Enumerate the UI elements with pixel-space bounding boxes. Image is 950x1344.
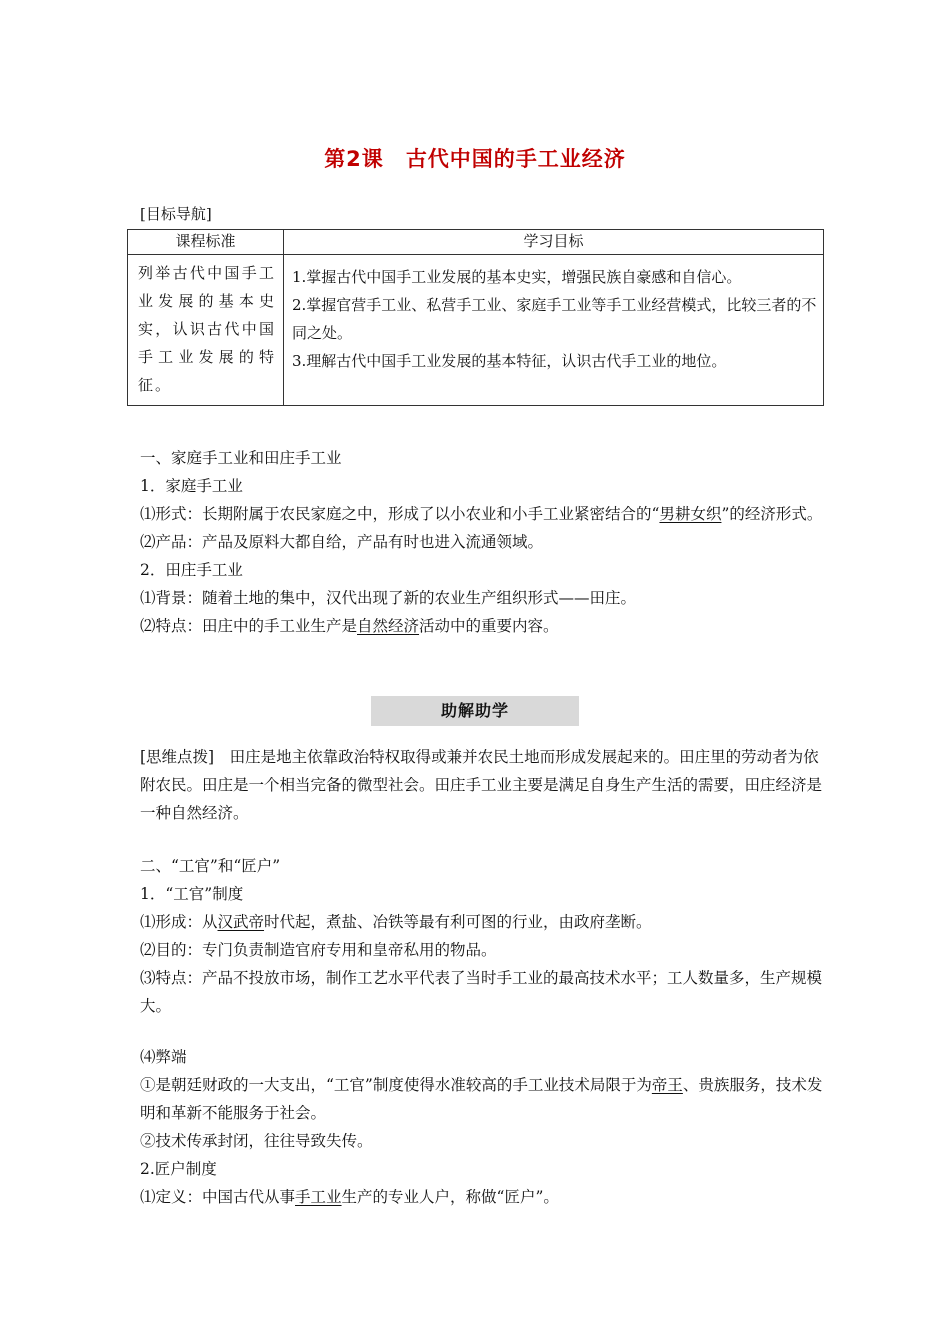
text-run: ⑴形式：长期附属于农民家庭之中，形成了以小农业和小手工业紧密结合的“ xyxy=(140,505,660,523)
section-heading: 二、“工官”和“匠户” xyxy=(140,857,281,875)
section-2-continued xyxy=(140,1043,830,1211)
key-term: 汉武帝 xyxy=(217,913,265,931)
objectives-cell xyxy=(284,255,824,406)
text-run: 生产的专业人户，称做“匠户”。 xyxy=(341,1188,559,1206)
lesson-name: 古代中国的手工业经济 xyxy=(405,147,626,171)
paragraph: ⑵产品：产品及原料大都自给，产品有时也进入流通领域。 xyxy=(140,533,544,551)
goal-table xyxy=(127,229,824,406)
objective-item: 3.理解古代中国手工业发展的基本特征，认识古代手工业的地位。 xyxy=(292,352,727,370)
paragraph: ⑴背景：随着土地的集中，汉代出现了新的农业生产组织形式——田庄。 xyxy=(140,589,637,607)
key-term: 自然经济 xyxy=(357,617,420,635)
text-run: ⑴定义：中国古代从事 xyxy=(140,1188,296,1206)
objective-item: 1.掌握古代中国手工业发展的基本史实，增强民族自豪感和自信心。 xyxy=(292,268,742,286)
section-2 xyxy=(140,852,830,1020)
table-header-row xyxy=(128,230,824,255)
standard-cell: 列举古代中国手工业发展的基本史实，认识古代中国手工业发展的特征。 xyxy=(128,255,284,406)
subheading: 1．“工官”制度 xyxy=(140,885,244,903)
paragraph: ②技术传承封闭，往往导致失传。 xyxy=(140,1132,373,1150)
tip-text: 田庄是地主依靠政治特权取得或兼并农民土地而形成发展起来的。田庄里的劳动者为依附农民。田庄是一个相当完备的微型社会。田庄手工业主要是满足自身生产生活的需要，田庄经济是一种自然经济。 xyxy=(140,748,823,822)
paragraph: ⑶特点：产品不投放市场，制作工艺水平代表了当时手工业的最高技术水平；工人数量多，生产规模大。 xyxy=(140,969,823,1015)
section-heading: 一、家庭手工业和田庄手工业 xyxy=(140,449,342,467)
subheading: 2．田庄手工业 xyxy=(140,561,243,579)
text-run: ⑴形成：从 xyxy=(140,913,218,931)
text-run: 、贵族服务，技术发明和革新不能服务于社会。 xyxy=(140,1076,823,1122)
key-term: 男耕女织 xyxy=(659,505,722,523)
page-title xyxy=(0,143,950,173)
text-run: 时代起，煮盐、冶铁等最有利可图的行业，由政府垄断。 xyxy=(264,913,652,931)
text-run: ①是朝廷财政的一大支出，“工官”制度使得水准较高的手工业技术局限于为 xyxy=(140,1076,652,1094)
key-term: 帝王 xyxy=(651,1076,683,1094)
table-row xyxy=(128,255,824,406)
text-run: ⑵特点：田庄中的手工业生产是 xyxy=(140,617,358,635)
paragraph: ⑷弊端 xyxy=(140,1048,187,1066)
paragraph xyxy=(140,500,830,528)
goal-nav-label: [目标导航] xyxy=(140,205,212,223)
subheading: 1．家庭手工业 xyxy=(140,477,243,495)
objective-item: 2.掌握官营手工业、私营手工业、家庭手工业等手工业经营模式，比较三者的不同之处。 xyxy=(292,296,817,342)
paragraph xyxy=(140,1183,830,1211)
subheading: 2.匠户制度 xyxy=(140,1160,217,1178)
text-run: ”的经济形式。 xyxy=(721,505,823,523)
paragraph xyxy=(140,908,830,936)
key-term: 手工业 xyxy=(295,1188,342,1206)
paragraph xyxy=(140,1071,830,1127)
paragraph xyxy=(140,612,830,640)
lesson-number: 第2课 xyxy=(324,147,384,171)
tip-label: [思维点拨] xyxy=(140,748,215,766)
paragraph: ⑵目的：专门负责制造官府专用和皇帝私用的物品。 xyxy=(140,941,497,959)
text-run: 活动中的重要内容。 xyxy=(419,617,559,635)
paragraph xyxy=(140,743,830,827)
header-objectives: 学习目标 xyxy=(284,230,824,255)
helper-box: 助解助学 xyxy=(371,696,579,726)
thinking-tip xyxy=(140,743,830,827)
section-1 xyxy=(140,444,830,640)
header-standard: 课程标准 xyxy=(128,230,284,255)
